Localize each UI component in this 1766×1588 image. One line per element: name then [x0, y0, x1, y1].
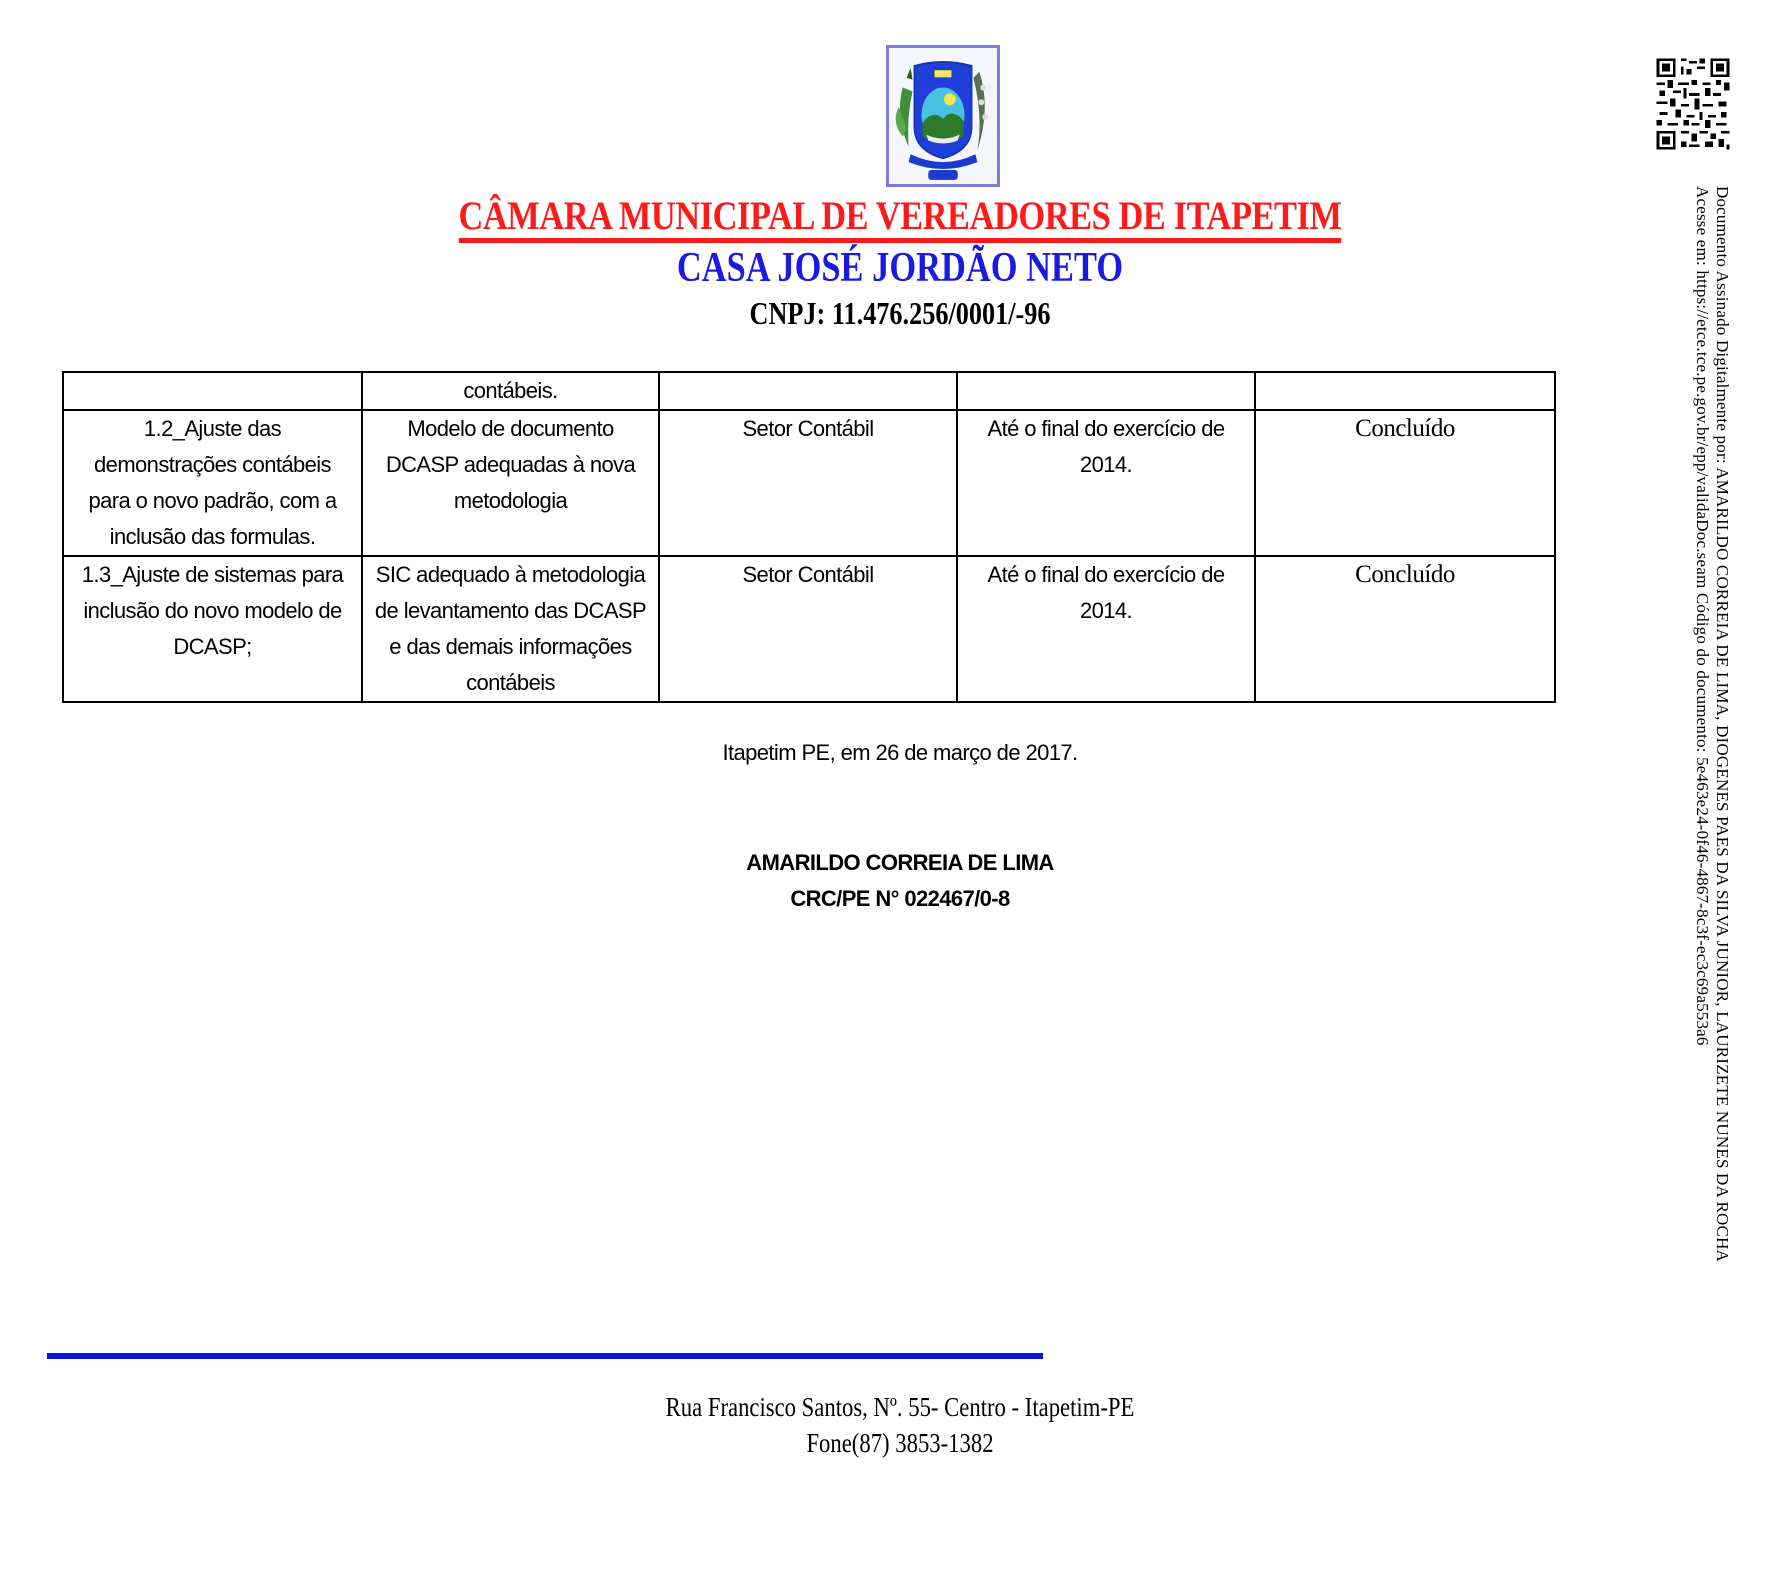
qr-code-icon: [1654, 55, 1732, 153]
table-cell-deadline: [957, 410, 1255, 556]
signer-name: AMARILDO CORREIA DE LIMA: [746, 850, 1054, 875]
table-row: [63, 556, 1555, 702]
signer-crc: CRC/PE N° 022467/0-8: [790, 886, 1010, 911]
cell-text: contábeis.: [463, 378, 558, 403]
cell-text: e das demais informações: [389, 634, 632, 659]
action-plan-table: [62, 371, 1556, 703]
table-cell-responsible: [659, 410, 957, 556]
table-cell-action: [63, 410, 362, 556]
cell-text: Até o final do exercício de: [987, 562, 1225, 587]
cell-text: Modelo de documento: [407, 416, 614, 441]
cell-text: inclusão do novo modelo de: [83, 598, 342, 623]
cell-text: inclusão das formulas.: [109, 524, 316, 549]
cell-text: para o novo padrão, com a: [88, 488, 337, 513]
page-title: CÂMARA MUNICIPAL DE VEREADORES DE ITAPETIM: [126, 192, 1674, 243]
cell-text: demonstrações contábeis: [94, 452, 331, 477]
cell-text: contábeis: [466, 670, 555, 695]
cell-text: DCASP;: [173, 634, 252, 659]
table-cell-responsible: [659, 556, 957, 702]
cell-text: 2014.: [1079, 598, 1133, 623]
page-subtitle: CASA JOSÉ JORDÃO NETO: [676, 245, 1124, 291]
table-cell-action: [63, 556, 362, 702]
cell-text: 1.3_Ajuste de sistemas para: [81, 562, 344, 587]
table-cell-product: [362, 556, 659, 702]
cnpj-label: CNPJ: 11.476.256/0001/-96: [749, 295, 1051, 331]
date-line: Itapetim PE, em 26 de março de 2017.: [722, 740, 1078, 765]
table-cell-deadline: [957, 556, 1255, 702]
table-cell-product: [362, 372, 659, 410]
table-cell-responsible: [659, 372, 957, 410]
cell-text: DCASP adequadas à nova: [385, 452, 636, 477]
cell-text: 2014.: [1079, 452, 1133, 477]
digital-signature-signers: Documento Assinado Digitalmente por: AMARILDO CORREIA DE LIMA, DIOGENES PAES DA SILVA JUNIOR, LAURIZETE NUNES DA ROCHA: [1713, 186, 1732, 1263]
footer-phone: Fone(87) 3853-1382: [806, 1428, 994, 1458]
status-text: Concluído: [1355, 415, 1455, 442]
cell-text: 1.2_Ajuste das: [143, 416, 282, 441]
crest-icon: [886, 45, 1000, 187]
table-cell-action: [63, 372, 362, 410]
cell-text: Setor Contábil: [742, 416, 874, 441]
table-cell-status: [1255, 410, 1555, 556]
table-cell-product: [362, 410, 659, 556]
table-cell-status: [1255, 372, 1555, 410]
cell-text: metodologia: [453, 488, 568, 513]
table-row: [63, 372, 1555, 410]
cell-text: Setor Contábil: [742, 562, 874, 587]
table-cell-deadline: [957, 372, 1255, 410]
cell-text: Até o final do exercício de: [987, 416, 1225, 441]
cell-text: de levantamento das DCASP: [374, 598, 647, 623]
status-text: Concluído: [1355, 561, 1455, 588]
cell-text: SIC adequado à metodologia: [375, 562, 646, 587]
table-row: [63, 410, 1555, 556]
footer-address: Rua Francisco Santos, Nº. 55- Centro - Itapetim-PE: [665, 1392, 1135, 1422]
table-cell-status: [1255, 556, 1555, 702]
digital-signature-validation: Acesse em: https://etce.tce.pe.gov.br/epp/validaDoc.seam Código do documento: 5e463e24-0f46-4867-8c3f-ec3c69a553a6: [1693, 186, 1712, 1046]
footer-divider: [47, 1353, 1043, 1359]
